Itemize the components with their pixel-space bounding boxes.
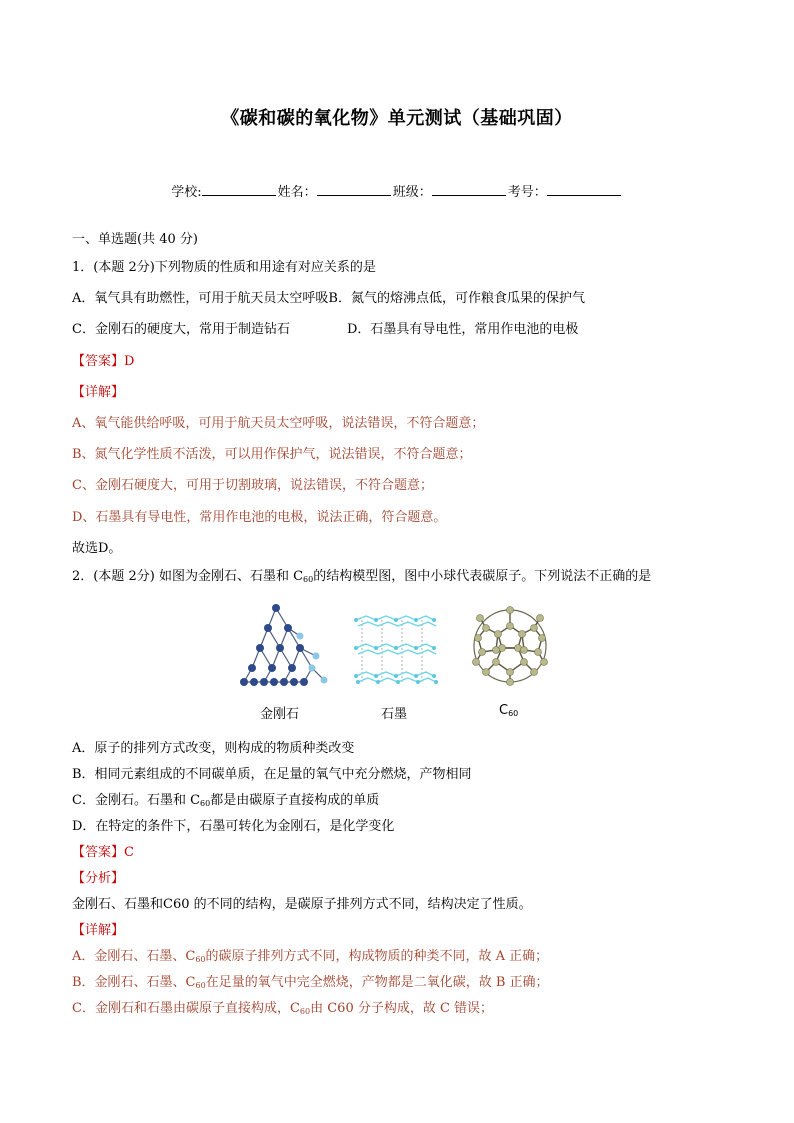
q2-explanation-c — [72, 1000, 493, 1021]
graphite-structure-icon — [352, 608, 438, 690]
name-blank[interactable] — [317, 183, 391, 196]
q2-analysis-label: 【分析】 — [72, 871, 125, 886]
q2-explanation-b — [72, 974, 549, 995]
q1-detail-label: 【详解】 — [72, 385, 125, 400]
caption-graphite: 石墨 — [381, 707, 408, 722]
q2-exp-b-part-b: 在足量的氧气中完全燃烧，产物都是二氧化碳，故 B 正确； — [205, 975, 549, 990]
q2-option-d: D．在特定的条件下，石墨可转化为金刚石，是化学变化 — [72, 819, 395, 834]
q1-explanation-c: C、金刚石硬度大，可用于切割玻璃，说法错误，不符合题意； — [72, 478, 433, 493]
q1-explanation-a: A、氧气能供给呼吸，可用于航天员太空呼吸，说法错误，不符合题意； — [72, 416, 485, 431]
q2-exp-c-subscript: 60 — [299, 1007, 311, 1016]
q2-stem-part-a: 2．(本题 2分) 如图为金刚石、石墨和 C — [72, 569, 304, 584]
q1-options-ab: A．氧气具有助燃性，可用于航天员太空呼吸B．氮气的熔沸点低，可作粮食瓜果的保护气 — [72, 291, 585, 306]
q2-option-c — [72, 792, 379, 813]
caption-diamond: 金刚石 — [260, 707, 300, 722]
q1-answer-label: 【答案】 — [72, 354, 125, 369]
q2-exp-b-part-a: B．金刚石、石墨、C — [72, 975, 196, 990]
diamond-structure-icon — [238, 600, 334, 692]
q1-answer-value: D — [124, 354, 135, 369]
q2-stem — [72, 568, 651, 589]
q1-option-c: C．金刚石的硬度大，常用于制造钻石 — [72, 322, 290, 337]
q2-option-b: B．相同元素组成的不同碳单质，在足量的氧气中充分燃烧，产物相同 — [72, 767, 472, 782]
q2-option-c-part-b: 都是由碳原子直接构成的单质 — [210, 793, 380, 808]
caption-c60-main: C — [499, 703, 509, 718]
exam-no-blank[interactable] — [547, 183, 621, 196]
q1-option-d: D．石墨具有导电性，常用作电池的电极 — [347, 322, 579, 337]
q2-answer-value: C — [124, 845, 134, 860]
q2-detail-label: 【详解】 — [72, 923, 125, 938]
q2-exp-a-subscript: 60 — [195, 955, 206, 964]
q2-exp-b-subscript: 60 — [195, 981, 206, 990]
q1-stem: 1．(本题 2分)下列物质的性质和用途有对应关系的是 — [72, 260, 376, 275]
document-title: 《碳和碳的氧化物》单元测试（基础巩固） — [221, 108, 573, 129]
student-info-line — [0, 181, 794, 200]
q2-exp-c-part-a: C．金刚石和石墨由碳原子直接构成，C — [72, 1001, 300, 1016]
q1-explanation-b: B、氮气化学性质不活泼，可以用作保护气，说法错误，不符合题意； — [72, 447, 472, 462]
section-heading: 一、单选题(共 40 分) — [72, 232, 198, 247]
q1-answer — [72, 353, 134, 371]
q2-answer — [72, 844, 134, 862]
q2-stem-part-b: 的结构模型图，图中小球代表碳原子。下列说法不正确的是 — [313, 569, 652, 584]
q2-option-c-subscript: 60 — [200, 799, 211, 808]
exam-no-label: 考号： — [507, 185, 547, 200]
class-blank[interactable] — [432, 183, 506, 196]
q1-conclusion: 故选D。 — [72, 541, 122, 556]
name-label: 姓名： — [277, 185, 317, 200]
class-label: 班级： — [392, 185, 432, 200]
q2-option-c-part-a: C．金刚石。石墨和 C — [72, 793, 201, 808]
q2-option-a: A．原子的排列方式改变，则构成的物质种类改变 — [72, 741, 355, 756]
c60-fullerene-icon — [466, 604, 554, 688]
caption-c60-subscript: 60 — [508, 709, 519, 718]
q2-exp-a-part-b: 的碳原子排列方式不同，构成物质的种类不同，故 A 正确； — [205, 949, 549, 964]
school-blank[interactable] — [202, 183, 276, 196]
q2-exp-a-part-a: A．金刚石、石墨、C — [72, 949, 196, 964]
q2-stem-subscript: 60 — [303, 575, 314, 584]
q2-analysis-text: 金刚石、石墨和C60 的不同的结构，是碳原子排列方式不同，结构决定了性质。 — [72, 897, 532, 912]
q2-explanation-a — [72, 948, 548, 969]
caption-c60 — [499, 703, 518, 718]
q2-answer-label: 【答案】 — [72, 845, 125, 860]
q2-exp-c-part-b: 由 C60 分子构成，故 C 错误； — [310, 1001, 494, 1016]
q1-explanation-d: D、石墨具有导电性，常用作电池的电极，说法正确，符合题意。 — [72, 510, 447, 525]
school-label: 学校: — [171, 185, 202, 200]
